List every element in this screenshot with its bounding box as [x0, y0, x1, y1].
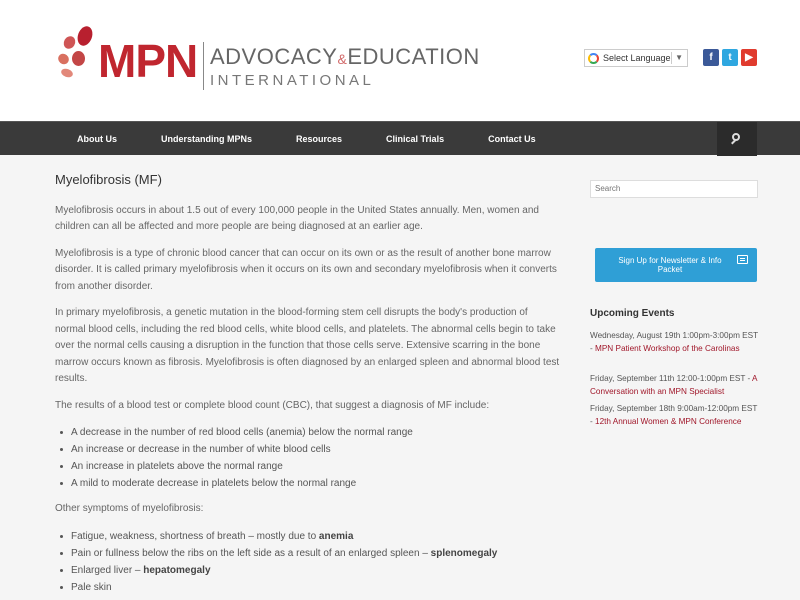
nav-clinical-trials[interactable]: Clinical Trials	[386, 134, 445, 144]
event-date: Wednesday, August 19th 1:00pm-3:00pm EST -	[590, 331, 758, 353]
cbc-list	[55, 424, 560, 492]
site-logo[interactable]	[58, 24, 480, 96]
newspaper-icon	[737, 255, 748, 264]
logo-international: INTERNATIONAL	[210, 72, 375, 89]
language-select-label: Select Language	[603, 53, 671, 63]
list-item: A mild to moderate decrease in platelets below the normal range	[55, 475, 560, 492]
nav-understanding-mpns[interactable]: Understanding MPNs	[161, 134, 253, 144]
event-link[interactable]: MPN Patient Workshop of the Carolinas	[595, 343, 740, 353]
paragraph: Myelofibrosis occurs in about 1.5 out of every 100,000 people in the United States annually. Men, women and children can all be affected and more people are being diagnosed at an earlier age.	[55, 204, 539, 233]
page-title: Myelofibrosis (MF)	[55, 172, 162, 187]
main-nav	[0, 121, 800, 155]
event-date: Friday, September 11th 12:00-1:00pm EST -	[590, 374, 753, 383]
event-date: Friday, September 18th 9:00am-12:00pm EST -	[590, 404, 758, 426]
event-item	[590, 403, 758, 429]
logo-advocacy-education: ADVOCACY&EDUCATION	[210, 44, 480, 69]
logo-dots-icon	[58, 24, 98, 86]
main-content	[55, 172, 560, 600]
newsletter-button-label: Sign Up for Newsletter & Info Packet	[618, 256, 722, 274]
list-item: A decrease in the number of red blood cells (anemia) below the normal range	[55, 424, 560, 441]
paragraph: The results of a blood test or complete blood count (CBC), that suggest a diagnosis of MF include:	[55, 399, 490, 411]
paragraph: Myelofibrosis is a type of chronic blood cancer that can occur on its own or as the result of another bone marrow disorder. It is called primary myelofibrosis when it occurs on its own and secondary myelofibrosis when it converts from another disorder.	[55, 247, 557, 292]
list-item: Fatigue, weakness, shortness of breath – mostly due to anemia	[55, 528, 560, 545]
chevron-down-icon: ▼	[675, 53, 683, 62]
symptoms-intro: Other symptoms of myelofibrosis:	[55, 503, 204, 515]
nav-items	[55, 122, 558, 156]
twitter-icon[interactable]: t	[722, 49, 738, 66]
event-link[interactable]: 12th Annual Women & MPN Conference	[595, 416, 742, 426]
youtube-icon[interactable]: ▶	[741, 49, 757, 66]
symptoms-list	[55, 528, 560, 596]
select-separator	[671, 52, 672, 64]
nav-resources[interactable]: Resources	[296, 134, 343, 144]
list-item: Enlarged liver – hepatomegaly	[55, 562, 560, 579]
nav-search-button[interactable]	[717, 122, 757, 156]
language-select[interactable]	[584, 49, 688, 67]
list-item: Pain or fullness below the ribs on the left side as a result of an enlarged spleen – splenomegaly	[55, 545, 560, 562]
logo-divider	[203, 42, 204, 90]
nav-about-us[interactable]: About Us	[77, 134, 117, 144]
search-input[interactable]	[590, 180, 758, 198]
site-header	[0, 0, 800, 121]
facebook-icon[interactable]: f	[703, 49, 719, 66]
event-item	[590, 373, 758, 399]
sidebar	[590, 178, 758, 426]
search-icon	[731, 133, 743, 145]
event-item	[590, 330, 758, 356]
event-link[interactable]: A Conversation with an MPN Specialist	[590, 374, 758, 396]
google-icon	[588, 53, 599, 64]
list-item: An increase or decrease in the number of white blood cells	[55, 441, 560, 458]
events-heading: Upcoming Events	[590, 308, 675, 319]
paragraph: In primary myelofibrosis, a genetic mutation in the blood-forming stem cell disrupts the body's production of normal blood cells, including the red blood cells, white blood cells, and platelets. The abnormal cells begin to take over the normal cells causing a disruption in the function that those cells serve. Extensive scarring in the bone marrow occurs known as fibrosis. Myelofibrosis is often diagnosed by an enlarged spleen and abnormal blood test results.	[55, 307, 560, 385]
list-item: Pale skin	[55, 579, 560, 596]
logo-mpn-text: MPN	[98, 35, 198, 87]
nav-contact-us[interactable]: Contact Us	[488, 134, 536, 144]
newsletter-signup-button[interactable]	[595, 248, 757, 282]
list-item: An increase in platelets above the normal range	[55, 458, 560, 475]
